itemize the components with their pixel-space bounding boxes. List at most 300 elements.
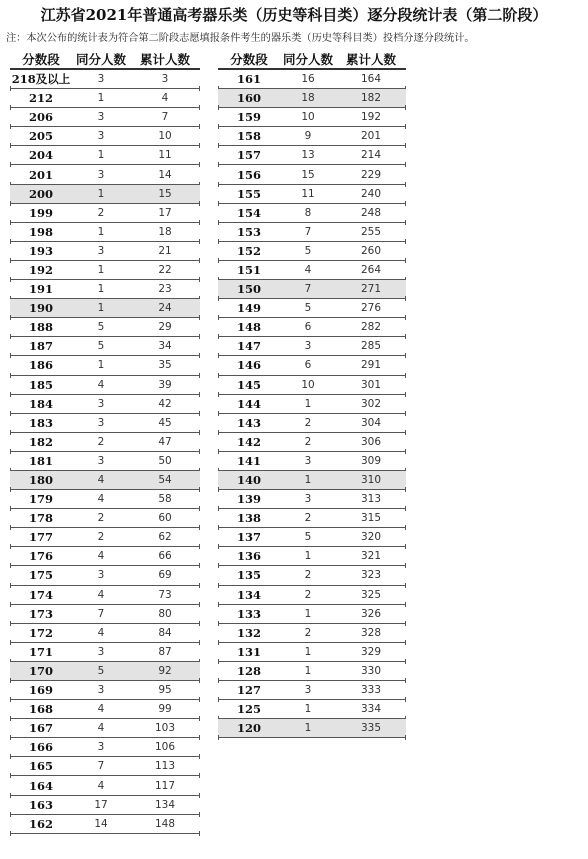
cumulative-cell: 310 xyxy=(360,474,382,487)
cumulative-cell: 17 xyxy=(158,206,172,219)
table-row xyxy=(10,700,200,719)
table-row xyxy=(218,414,406,433)
table-row xyxy=(218,719,406,738)
table-row xyxy=(218,547,406,566)
score-cell: 166 xyxy=(28,740,53,755)
score-cell: 185 xyxy=(28,377,53,392)
cumulative-cell: 335 xyxy=(360,722,382,735)
table-row xyxy=(218,586,406,605)
table-row xyxy=(10,528,200,547)
same-count-cell: 1 xyxy=(97,92,105,105)
same-count-cell: 11 xyxy=(301,187,315,200)
same-count-cell: 4 xyxy=(97,550,105,563)
cumulative-cell: 134 xyxy=(154,798,176,811)
same-count-cell: 4 xyxy=(304,263,312,276)
same-count-cell: 15 xyxy=(301,168,315,181)
table-row xyxy=(10,662,200,681)
cumulative-cell: 92 xyxy=(158,664,172,677)
same-count-cell: 8 xyxy=(304,206,312,219)
table-row xyxy=(10,185,200,204)
cumulative-cell: 23 xyxy=(158,283,172,296)
table-row xyxy=(218,280,406,299)
table-row xyxy=(218,700,406,719)
same-count-cell: 6 xyxy=(304,359,312,372)
score-cell: 155 xyxy=(236,186,261,201)
same-count-cell: 1 xyxy=(304,397,312,410)
cumulative-cell: 192 xyxy=(360,111,382,124)
score-cell: 134 xyxy=(236,587,261,602)
same-count-cell: 4 xyxy=(97,378,105,391)
table-row xyxy=(218,89,406,108)
cumulative-cell: 313 xyxy=(360,493,382,506)
score-cell: 143 xyxy=(236,415,261,430)
score-cell: 159 xyxy=(236,110,261,125)
table-row xyxy=(10,796,200,815)
table-row xyxy=(10,414,200,433)
score-cell: 153 xyxy=(236,224,261,239)
cumulative-cell: 182 xyxy=(360,92,382,105)
table-row xyxy=(10,490,200,509)
score-cell: 175 xyxy=(28,568,53,583)
cumulative-cell: 201 xyxy=(360,130,382,143)
cumulative-cell: 24 xyxy=(158,302,172,315)
score-cell: 144 xyxy=(236,396,261,411)
header-score: 分数段 xyxy=(22,52,60,67)
table-row xyxy=(218,681,406,700)
same-count-cell: 2 xyxy=(304,626,312,639)
cumulative-cell: 113 xyxy=(154,760,176,773)
score-cell: 172 xyxy=(28,625,53,640)
cumulative-cell: 106 xyxy=(154,741,176,754)
cumulative-cell: 10 xyxy=(158,130,172,143)
score-cell: 206 xyxy=(28,110,53,125)
score-cell: 177 xyxy=(28,530,53,545)
score-cell: 141 xyxy=(236,453,261,468)
table-row xyxy=(10,70,200,89)
score-cell: 178 xyxy=(28,511,53,526)
score-cell: 135 xyxy=(236,568,261,583)
score-cell: 164 xyxy=(28,778,53,793)
table-row xyxy=(10,624,200,643)
score-cell: 167 xyxy=(28,721,53,736)
cumulative-cell: 320 xyxy=(360,531,382,544)
cumulative-cell: 42 xyxy=(158,397,172,410)
table-row xyxy=(10,89,200,108)
same-count-cell: 1 xyxy=(304,607,312,620)
table-row xyxy=(218,643,406,662)
score-cell: 127 xyxy=(236,683,261,698)
same-count-cell: 7 xyxy=(304,283,312,296)
same-count-cell: 13 xyxy=(301,149,315,162)
same-count-cell: 1 xyxy=(304,645,312,658)
score-cell: 156 xyxy=(236,167,261,182)
score-cell: 147 xyxy=(236,339,261,354)
cumulative-cell: 117 xyxy=(154,779,176,792)
cumulative-cell: 325 xyxy=(360,588,382,601)
same-count-cell: 5 xyxy=(97,664,105,677)
same-count-cell: 3 xyxy=(304,454,312,467)
score-cell: 161 xyxy=(236,72,261,87)
same-count-cell: 3 xyxy=(304,684,312,697)
table-row xyxy=(10,643,200,662)
score-cell: 218及以上 xyxy=(11,72,71,87)
table-row xyxy=(10,127,200,146)
cumulative-cell: 35 xyxy=(158,359,172,372)
table-row xyxy=(10,280,200,299)
same-count-cell: 1 xyxy=(97,302,105,315)
same-count-cell: 1 xyxy=(304,474,312,487)
score-cell: 212 xyxy=(28,91,53,106)
header-same-count: 同分人数 xyxy=(75,52,126,67)
table-header xyxy=(218,50,406,70)
score-cell: 180 xyxy=(28,473,53,488)
cumulative-cell: 54 xyxy=(158,474,172,487)
table-body xyxy=(218,70,406,738)
table-row xyxy=(218,165,406,184)
cumulative-cell: 4 xyxy=(161,92,169,105)
score-cell: 149 xyxy=(236,301,261,316)
table-row xyxy=(218,662,406,681)
table-row xyxy=(218,452,406,471)
same-count-cell: 3 xyxy=(304,340,312,353)
same-count-cell: 2 xyxy=(97,512,105,525)
score-cell: 142 xyxy=(236,434,261,449)
score-cell: 173 xyxy=(28,606,53,621)
cumulative-cell: 11 xyxy=(158,149,172,162)
score-cell: 125 xyxy=(236,702,261,717)
cumulative-cell: 14 xyxy=(158,168,172,181)
header-same-count: 同分人数 xyxy=(282,52,333,67)
score-cell: 169 xyxy=(28,683,53,698)
same-count-cell: 2 xyxy=(97,206,105,219)
same-count-cell: 2 xyxy=(97,531,105,544)
same-count-cell: 3 xyxy=(97,111,105,124)
score-cell: 174 xyxy=(28,587,53,602)
cumulative-cell: 15 xyxy=(158,187,172,200)
table-row xyxy=(10,108,200,127)
same-count-cell: 3 xyxy=(97,454,105,467)
page-title: 江苏省2021年普通高考器乐类（历史等科目类）逐分段统计表（第二阶段） xyxy=(40,6,548,24)
score-cell: 186 xyxy=(28,358,53,373)
cumulative-cell: 99 xyxy=(158,703,172,716)
same-count-cell: 1 xyxy=(97,187,105,200)
table-row xyxy=(10,337,200,356)
cumulative-cell: 66 xyxy=(158,550,172,563)
same-count-cell: 3 xyxy=(97,168,105,181)
table-row xyxy=(218,471,406,490)
table-row xyxy=(218,318,406,337)
table-row xyxy=(10,566,200,585)
same-count-cell: 10 xyxy=(301,111,315,124)
score-cell: 204 xyxy=(28,148,53,163)
score-cell: 184 xyxy=(28,396,53,411)
table-row xyxy=(10,395,200,414)
cumulative-cell: 84 xyxy=(158,626,172,639)
same-count-cell: 2 xyxy=(304,512,312,525)
table-row xyxy=(10,204,200,223)
same-count-cell: 1 xyxy=(304,703,312,716)
table-row xyxy=(218,337,406,356)
table-row xyxy=(218,509,406,528)
same-count-cell: 14 xyxy=(94,817,108,830)
cumulative-cell: 18 xyxy=(158,225,172,238)
same-count-cell: 6 xyxy=(304,321,312,334)
table-row xyxy=(10,376,200,395)
score-cell: 168 xyxy=(28,702,53,717)
same-count-cell: 1 xyxy=(304,664,312,677)
score-cell: 137 xyxy=(236,530,261,545)
cumulative-cell: 315 xyxy=(360,512,382,525)
cumulative-cell: 328 xyxy=(360,626,382,639)
table-row xyxy=(218,624,406,643)
table-header xyxy=(10,50,200,70)
same-count-cell: 4 xyxy=(97,493,105,506)
table-row xyxy=(10,433,200,452)
score-cell: 152 xyxy=(236,243,261,258)
same-count-cell: 3 xyxy=(97,741,105,754)
cumulative-cell: 229 xyxy=(360,168,382,181)
cumulative-cell: 214 xyxy=(360,149,382,162)
score-cell: 158 xyxy=(236,129,261,144)
cumulative-cell: 73 xyxy=(158,588,172,601)
table-row xyxy=(10,776,200,795)
cumulative-cell: 39 xyxy=(158,378,172,391)
table-row xyxy=(10,757,200,776)
table-row xyxy=(218,299,406,318)
cumulative-cell: 301 xyxy=(360,378,382,391)
cumulative-cell: 95 xyxy=(158,684,172,697)
score-table-right xyxy=(218,50,406,738)
same-count-cell: 5 xyxy=(304,244,312,257)
score-cell: 136 xyxy=(236,549,261,564)
cumulative-cell: 22 xyxy=(158,263,172,276)
cumulative-cell: 50 xyxy=(158,454,172,467)
table-row xyxy=(10,471,200,490)
score-cell: 198 xyxy=(28,224,53,239)
same-count-cell: 3 xyxy=(97,416,105,429)
cumulative-cell: 45 xyxy=(158,416,172,429)
cumulative-cell: 271 xyxy=(360,283,382,296)
same-count-cell: 4 xyxy=(97,703,105,716)
table-row xyxy=(10,509,200,528)
cumulative-cell: 58 xyxy=(158,493,172,506)
same-count-cell: 2 xyxy=(304,435,312,448)
same-count-cell: 5 xyxy=(97,321,105,334)
same-count-cell: 10 xyxy=(301,378,315,391)
score-cell: 145 xyxy=(236,377,261,392)
table-row xyxy=(218,566,406,585)
score-cell: 199 xyxy=(28,205,53,220)
score-cell: 132 xyxy=(236,625,261,640)
score-cell: 157 xyxy=(236,148,261,163)
cumulative-cell: 282 xyxy=(360,321,382,334)
table-row xyxy=(218,376,406,395)
cumulative-cell: 309 xyxy=(360,454,382,467)
cumulative-cell: 255 xyxy=(360,225,382,238)
same-count-cell: 7 xyxy=(304,225,312,238)
table-row xyxy=(218,223,406,242)
cumulative-cell: 103 xyxy=(154,722,176,735)
same-count-cell: 3 xyxy=(97,130,105,143)
score-cell: 165 xyxy=(28,759,53,774)
table-row xyxy=(218,70,406,89)
same-count-cell: 7 xyxy=(97,760,105,773)
table-row xyxy=(10,681,200,700)
cumulative-cell: 302 xyxy=(360,397,382,410)
same-count-cell: 1 xyxy=(97,149,105,162)
table-row xyxy=(10,223,200,242)
score-cell: 146 xyxy=(236,358,261,373)
score-cell: 191 xyxy=(28,282,53,297)
cumulative-cell: 333 xyxy=(360,684,382,697)
score-cell: 150 xyxy=(236,282,261,297)
table-row xyxy=(10,605,200,624)
same-count-cell: 1 xyxy=(97,225,105,238)
note-text: 注：本次公布的统计表为符合第二阶段志愿填报条件考生的器乐类（历史等科目类）投档分逐分段统计。 xyxy=(6,33,475,44)
table-row xyxy=(10,586,200,605)
cumulative-cell: 306 xyxy=(360,435,382,448)
cumulative-cell: 248 xyxy=(360,206,382,219)
table-row xyxy=(218,490,406,509)
same-count-cell: 7 xyxy=(97,607,105,620)
score-cell: 181 xyxy=(28,453,53,468)
table-row xyxy=(10,318,200,337)
table-row xyxy=(10,452,200,471)
cumulative-cell: 285 xyxy=(360,340,382,353)
header-score: 分数段 xyxy=(230,52,268,67)
same-count-cell: 18 xyxy=(301,92,315,105)
cumulative-cell: 326 xyxy=(360,607,382,620)
table-row xyxy=(218,108,406,127)
same-count-cell: 1 xyxy=(97,263,105,276)
cumulative-cell: 62 xyxy=(158,531,172,544)
same-count-cell: 4 xyxy=(97,588,105,601)
score-cell: 193 xyxy=(28,243,53,258)
cumulative-cell: 323 xyxy=(360,569,382,582)
table-row xyxy=(218,204,406,223)
table-row xyxy=(10,547,200,566)
same-count-cell: 3 xyxy=(97,73,105,86)
score-cell: 160 xyxy=(236,91,261,106)
score-cell: 200 xyxy=(28,186,53,201)
score-cell: 138 xyxy=(236,511,261,526)
header-cumulative: 累计人数 xyxy=(139,52,190,67)
cumulative-cell: 334 xyxy=(360,703,382,716)
score-cell: 139 xyxy=(236,492,261,507)
score-cell: 190 xyxy=(28,301,53,316)
table-row xyxy=(10,719,200,738)
cumulative-cell: 148 xyxy=(154,817,176,830)
same-count-cell: 2 xyxy=(304,416,312,429)
same-count-cell: 4 xyxy=(97,626,105,639)
table-row xyxy=(218,127,406,146)
table-row xyxy=(218,395,406,414)
table-row xyxy=(10,815,200,834)
cumulative-cell: 34 xyxy=(158,340,172,353)
same-count-cell: 5 xyxy=(304,531,312,544)
score-cell: 162 xyxy=(28,816,53,831)
score-cell: 151 xyxy=(236,262,261,277)
table-row xyxy=(10,165,200,184)
score-cell: 188 xyxy=(28,320,53,335)
table-row xyxy=(218,185,406,204)
table-row xyxy=(10,299,200,318)
same-count-cell: 3 xyxy=(97,645,105,658)
cumulative-cell: 260 xyxy=(360,244,382,257)
cumulative-cell: 80 xyxy=(158,607,172,620)
table-row xyxy=(218,528,406,547)
same-count-cell: 9 xyxy=(304,130,312,143)
table-row xyxy=(10,242,200,261)
score-cell: 148 xyxy=(236,320,261,335)
score-cell: 154 xyxy=(236,205,261,220)
cumulative-cell: 240 xyxy=(360,187,382,200)
same-count-cell: 5 xyxy=(304,302,312,315)
table-row xyxy=(218,146,406,165)
table-row xyxy=(218,356,406,375)
score-cell: 205 xyxy=(28,129,53,144)
same-count-cell: 1 xyxy=(97,283,105,296)
score-cell: 170 xyxy=(28,663,53,678)
score-cell: 131 xyxy=(236,644,261,659)
same-count-cell: 4 xyxy=(97,779,105,792)
score-cell: 163 xyxy=(28,797,53,812)
score-cell: 187 xyxy=(28,339,53,354)
table-row xyxy=(10,146,200,165)
same-count-cell: 3 xyxy=(97,244,105,257)
table-row xyxy=(218,433,406,452)
cumulative-cell: 164 xyxy=(360,73,382,86)
cumulative-cell: 87 xyxy=(158,645,172,658)
score-cell: 171 xyxy=(28,644,53,659)
same-count-cell: 17 xyxy=(94,798,108,811)
score-cell: 176 xyxy=(28,549,53,564)
cumulative-cell: 3 xyxy=(161,73,169,86)
same-count-cell: 5 xyxy=(97,340,105,353)
cumulative-cell: 264 xyxy=(360,263,382,276)
cumulative-cell: 291 xyxy=(360,359,382,372)
table-row xyxy=(10,738,200,757)
score-cell: 179 xyxy=(28,492,53,507)
score-cell: 201 xyxy=(28,167,53,182)
same-count-cell: 4 xyxy=(97,722,105,735)
same-count-cell: 3 xyxy=(304,493,312,506)
cumulative-cell: 7 xyxy=(161,111,169,124)
same-count-cell: 16 xyxy=(301,73,315,86)
same-count-cell: 1 xyxy=(304,722,312,735)
score-cell: 140 xyxy=(236,473,261,488)
score-cell: 128 xyxy=(236,663,261,678)
header-cumulative: 累计人数 xyxy=(345,52,396,67)
same-count-cell: 3 xyxy=(97,569,105,582)
cumulative-cell: 276 xyxy=(360,302,382,315)
same-count-cell: 3 xyxy=(97,684,105,697)
same-count-cell: 1 xyxy=(304,550,312,563)
same-count-cell: 2 xyxy=(304,588,312,601)
score-cell: 133 xyxy=(236,606,261,621)
table-row xyxy=(218,242,406,261)
cumulative-cell: 29 xyxy=(158,321,172,334)
same-count-cell: 2 xyxy=(97,435,105,448)
cumulative-cell: 321 xyxy=(360,550,382,563)
table-row xyxy=(218,605,406,624)
cumulative-cell: 330 xyxy=(360,664,382,677)
cumulative-cell: 329 xyxy=(360,645,382,658)
score-table-left xyxy=(10,50,200,834)
table-row xyxy=(10,356,200,375)
cumulative-cell: 47 xyxy=(158,435,172,448)
cumulative-cell: 60 xyxy=(158,512,172,525)
